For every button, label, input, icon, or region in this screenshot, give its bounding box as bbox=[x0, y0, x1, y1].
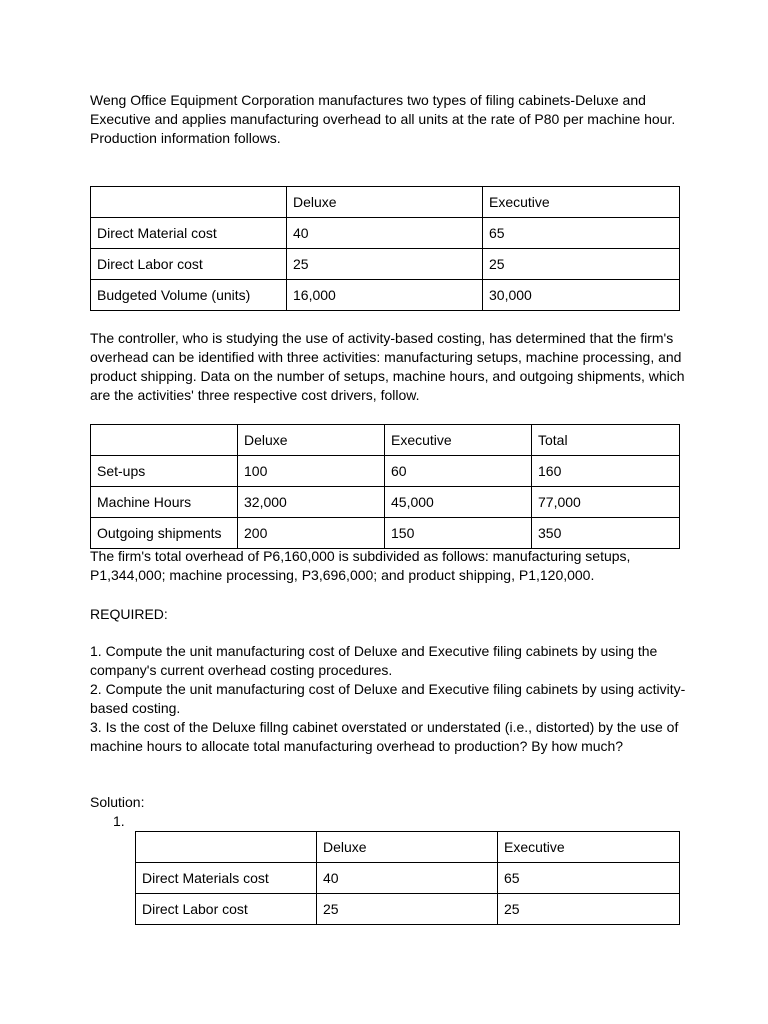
table-row bbox=[91, 218, 680, 249]
table-cell: 40 bbox=[317, 863, 498, 894]
solution-item-number: 1. bbox=[113, 813, 125, 829]
table-row bbox=[136, 894, 680, 925]
table-cell: 200 bbox=[238, 518, 385, 549]
table-cell: 77,000 bbox=[532, 487, 680, 518]
solution-cost-table bbox=[135, 831, 680, 925]
table-cell bbox=[91, 425, 238, 456]
table-cell: Deluxe bbox=[317, 832, 498, 863]
table-cell: Total bbox=[532, 425, 680, 456]
table-row bbox=[91, 518, 680, 549]
table-cell: 150 bbox=[385, 518, 532, 549]
question-item: 1. Compute the unit manufacturing cost of Deluxe and Executive filing cabinets by using the company's current overhead costing procedures. bbox=[90, 643, 658, 678]
table-cell: 45,000 bbox=[385, 487, 532, 518]
table-cell: 160 bbox=[532, 456, 680, 487]
table-cell: 65 bbox=[498, 863, 680, 894]
question-item: 2. Compute the unit manufacturing cost of Deluxe and Executive filing cabinets by using activity-based costing. bbox=[90, 681, 686, 716]
table-cell: Deluxe bbox=[287, 187, 483, 218]
table-row bbox=[136, 863, 680, 894]
table-cell: Direct Materials cost bbox=[136, 863, 317, 894]
table-header-row bbox=[136, 832, 680, 863]
table-cell: 16,000 bbox=[287, 280, 483, 311]
table-cell: 25 bbox=[317, 894, 498, 925]
table-row bbox=[91, 280, 680, 311]
required-label: REQUIRED: bbox=[90, 606, 168, 622]
table-cell: Budgeted Volume (units) bbox=[91, 280, 287, 311]
table-cell: Outgoing shipments bbox=[91, 518, 238, 549]
production-info-table bbox=[90, 186, 680, 311]
activity-drivers-table bbox=[90, 424, 680, 549]
table-cell bbox=[91, 187, 287, 218]
table-cell: Direct Material cost bbox=[91, 218, 287, 249]
solution-label: Solution: bbox=[90, 794, 145, 810]
table-cell: Machine Hours bbox=[91, 487, 238, 518]
table-cell: 25 bbox=[483, 249, 680, 280]
table-cell bbox=[136, 832, 317, 863]
table-cell: 65 bbox=[483, 218, 680, 249]
table-row bbox=[91, 456, 680, 487]
table-cell: 40 bbox=[287, 218, 483, 249]
overhead-paragraph: The firm's total overhead of P6,160,000 is subdivided as follows: manufacturing setups, P1,344,000; machine processing, P3,696,000; and product shipping, P1,120,000. bbox=[90, 548, 631, 583]
table-cell: 32,000 bbox=[238, 487, 385, 518]
table-cell: Set-ups bbox=[91, 456, 238, 487]
table-cell: 100 bbox=[238, 456, 385, 487]
questions-list bbox=[90, 642, 686, 756]
intro-paragraph: Weng Office Equipment Corporation manufactures two types of filing cabinets-Deluxe and Executive and applies manufacturing overhead to all units at the rate of P80 per machine hour. Production information follows. bbox=[90, 92, 676, 146]
table-cell: Executive bbox=[385, 425, 532, 456]
table-header-row bbox=[91, 187, 680, 218]
table-cell: Executive bbox=[483, 187, 680, 218]
table-cell: 25 bbox=[498, 894, 680, 925]
table-cell: 30,000 bbox=[483, 280, 680, 311]
table-row bbox=[91, 249, 680, 280]
question-item: 3. Is the cost of the Deluxe fillng cabinet overstated or understated (i.e., distorted) by the use of machine hours to allocate total manufacturing overhead to production? By how much? bbox=[90, 719, 679, 754]
table-cell: Executive bbox=[498, 832, 680, 863]
table-cell: Direct Labor cost bbox=[91, 249, 287, 280]
controller-paragraph: The controller, who is studying the use of activity-based costing, has determined that the firm's overhead can be identified with three activities: manufacturing setups, machine processing, and product shipping. Data on the number of setups, machine hours, and outgoing shipments, which are the activities' three respective cost drivers, follow. bbox=[90, 330, 685, 403]
table-cell: 350 bbox=[532, 518, 680, 549]
table-cell: 25 bbox=[287, 249, 483, 280]
table-cell: Deluxe bbox=[238, 425, 385, 456]
table-header-row bbox=[91, 425, 680, 456]
table-row bbox=[91, 487, 680, 518]
table-cell: Direct Labor cost bbox=[136, 894, 317, 925]
table-cell: 60 bbox=[385, 456, 532, 487]
